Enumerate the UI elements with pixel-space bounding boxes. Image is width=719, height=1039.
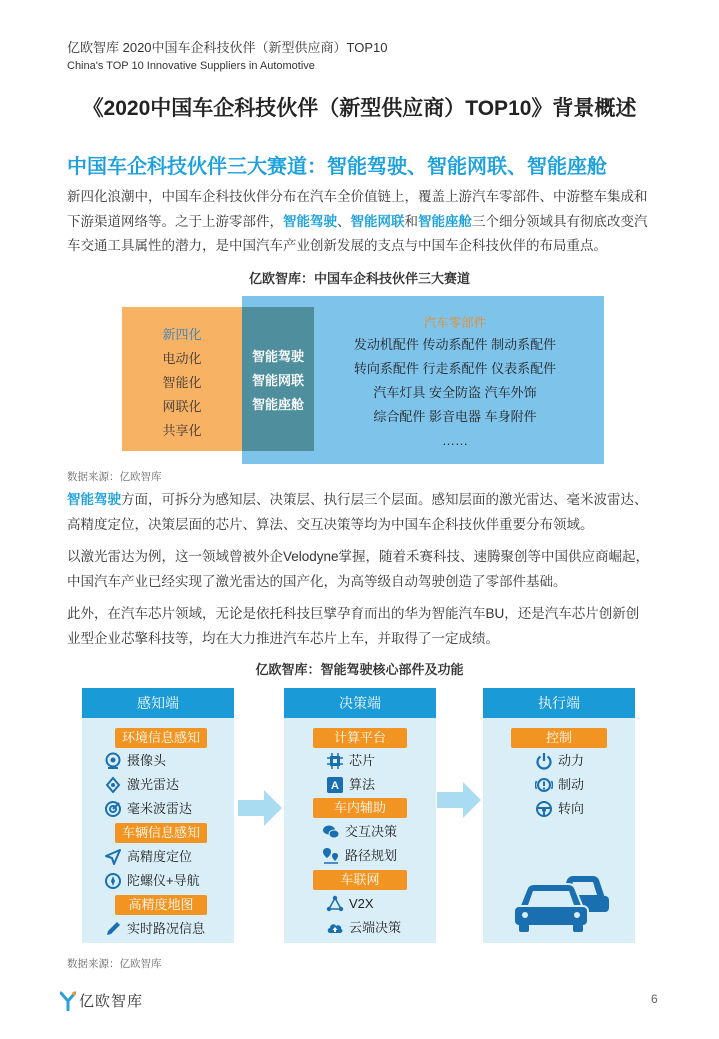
chat-bubbles-icon	[322, 823, 340, 841]
item-gyro-nav	[104, 871, 200, 891]
trend-item: 网联化	[162, 399, 202, 414]
paragraph-intro	[67, 185, 652, 259]
paragraph-chip: 此外，在汽车芯片领域，无论是依托科技巨擘孕育而出的华为智能汽车BU，还是汽车芯片创新创业型企业芯擎科技等，均在大力推进汽车芯片上车，并取得了一定成绩。	[67, 606, 640, 646]
highlight-smart-cockpit: 智能座舱	[418, 213, 472, 229]
figure2-title: 亿欧智库：智能驾驶核心部件及功能	[255, 662, 464, 677]
item-steering	[535, 799, 584, 819]
tag-hd-map: 高精度地图	[115, 895, 207, 915]
three-tracks-list	[242, 345, 314, 417]
tag-environment-sensing: 环境信息感知	[115, 728, 207, 748]
pencil-icon	[104, 920, 122, 938]
text: 、	[337, 213, 351, 229]
tag-v2x-network: 车联网	[313, 870, 407, 890]
algorithm-icon	[326, 776, 344, 794]
tag-vehicle-sensing: 车辆信息感知	[115, 823, 207, 843]
item-label: 芯片	[349, 753, 376, 768]
item-label: 动力	[558, 753, 585, 768]
auto-parts-list	[330, 313, 580, 453]
compass-icon	[104, 872, 122, 890]
item-mmwave-radar	[104, 799, 192, 819]
paragraph-smart-driving	[67, 488, 652, 537]
trend-item: 电动化	[162, 351, 202, 366]
section-title: 中国车企科技伙伴三大赛道：智能驾驶、智能网联、智能座舱	[67, 156, 607, 178]
decision-head: 决策端	[284, 688, 436, 718]
item-label: V2X	[349, 896, 374, 911]
trend-head: 新四化	[162, 327, 202, 342]
item-realtime-traffic	[104, 919, 205, 939]
figure1-source: 数据来源：亿欧智库	[67, 471, 162, 483]
trend-item: 智能化	[162, 375, 202, 390]
paragraph-lidar: 以激光雷达为例，这一领域曾被外企Velodyne掌握，随着禾赛科技、速腾聚创等中国供应商崛起，中国汽车产业已经实现了激光雷达的国产化，为高等级自动驾驶创造了零部件基础。	[67, 549, 650, 589]
footer-logo-text: 亿欧智库	[79, 993, 144, 1010]
text: 和	[404, 213, 418, 229]
perception-head: 感知端	[82, 688, 234, 718]
highlight-smart-driving: 智能驾驶	[67, 492, 121, 507]
execution-head: 执行端	[483, 688, 635, 718]
report-header-title: 亿欧智库 2020中国车企科技伙伴（新型供应商）TOP10	[67, 40, 388, 55]
highlight-smart-connect: 智能网联	[350, 213, 405, 229]
decision-column	[284, 688, 436, 943]
item-v2x	[326, 894, 374, 914]
iyiou-logo-icon	[60, 991, 76, 1011]
item-label: 激光雷达	[127, 777, 180, 792]
item-label: 算法	[349, 777, 376, 792]
page-title: 《2020中国车企科技伙伴（新型供应商）TOP10》背景概述	[82, 97, 637, 120]
steering-wheel-icon	[535, 800, 553, 818]
item-label: 交互决策	[345, 824, 398, 839]
item-label: 转向	[558, 801, 585, 816]
tag-control: 控制	[511, 728, 607, 748]
item-path-planning	[322, 846, 397, 866]
footer-logo	[60, 990, 143, 1011]
arrow-decision-to-execution	[437, 782, 481, 818]
auto-parts-line: 汽车灯具 安全防盗 汽车外饰	[373, 385, 537, 400]
item-lidar	[104, 775, 179, 795]
svg-text:A: A	[331, 780, 339, 792]
track-item: 智能座舱	[251, 397, 304, 412]
auto-parts-line: ……	[442, 433, 468, 448]
text: 方面，可拆分为感知层、决策层、执行层三个层面。感知层面的激光雷达、毫米波雷达、高精度定位，决策层面的芯片、算法、交互决策等均为中国车企科技伙伴重要分布领域。	[67, 492, 648, 532]
auto-parts-line: 发动机配件 传动系配件 制动系配件	[353, 337, 557, 352]
track-item: 智能网联	[251, 373, 304, 388]
chip-icon	[326, 752, 344, 770]
radar-icon	[104, 800, 122, 818]
item-camera	[104, 751, 166, 771]
item-cloud-decision	[326, 918, 401, 938]
brake-alert-icon	[535, 776, 553, 794]
highlight-smart-driving: 智能驾驶	[283, 213, 337, 229]
arrow-perception-to-decision	[238, 790, 282, 826]
item-hd-positioning	[104, 847, 192, 867]
auto-parts-line: 转向系配件 行走系配件 仪表系配件	[353, 361, 557, 376]
perception-column	[82, 688, 234, 943]
tag-in-car-assist: 车内辅助	[313, 798, 407, 818]
item-brake	[535, 775, 584, 795]
figure1-title: 亿欧智库：中国车企科技伙伴三大赛道	[248, 271, 470, 286]
figure2-source: 数据来源：亿欧智库	[67, 958, 162, 970]
report-header-subtitle: China's TOP 10 Innovative Suppliers in Automotive	[67, 60, 315, 72]
camera-icon	[104, 752, 122, 770]
cars-illustration	[513, 868, 609, 938]
tag-compute-platform: 计算平台	[313, 728, 407, 748]
item-algorithm	[326, 775, 375, 795]
text: 三个细分领域具有彻底改变汽车交通工具属性的潜力，是中国汽车产业创新发展的支点与中国车企科技伙伴的布局重点。	[67, 213, 648, 253]
item-label: 云端决策	[349, 920, 402, 935]
auto-parts-line: 综合配件 影音电器 车身附件	[373, 409, 537, 424]
route-pin-icon	[322, 847, 340, 865]
item-label: 陀螺仪+导航	[127, 873, 200, 888]
item-interaction-decision	[322, 822, 397, 842]
navigation-arrow-icon	[104, 848, 122, 866]
execution-column	[483, 688, 635, 943]
trend-item: 共享化	[162, 423, 202, 438]
page-number: 6	[651, 992, 658, 1006]
auto-parts-heading: 汽车零部件	[423, 316, 487, 330]
text: 新四化浪潮中，中国车企科技伙伴分布在汽车全价值链上，覆盖上游汽车零部件、中游整车集成和下游渠道网络等。之于上游零部件，	[67, 189, 648, 229]
network-icon	[326, 895, 344, 913]
lidar-icon	[104, 776, 122, 794]
item-label: 摄像头	[127, 753, 167, 768]
cloud-upload-icon	[326, 919, 344, 937]
item-label: 高精度定位	[127, 849, 193, 864]
four-trends-list	[122, 323, 242, 443]
item-power	[535, 751, 584, 771]
power-icon	[535, 752, 553, 770]
item-label: 路径规划	[345, 848, 398, 863]
item-label: 制动	[558, 777, 585, 792]
item-label: 毫米波雷达	[127, 801, 193, 816]
item-label: 实时路况信息	[127, 921, 206, 936]
track-item: 智能驾驶	[251, 349, 304, 364]
item-chip	[326, 751, 375, 771]
